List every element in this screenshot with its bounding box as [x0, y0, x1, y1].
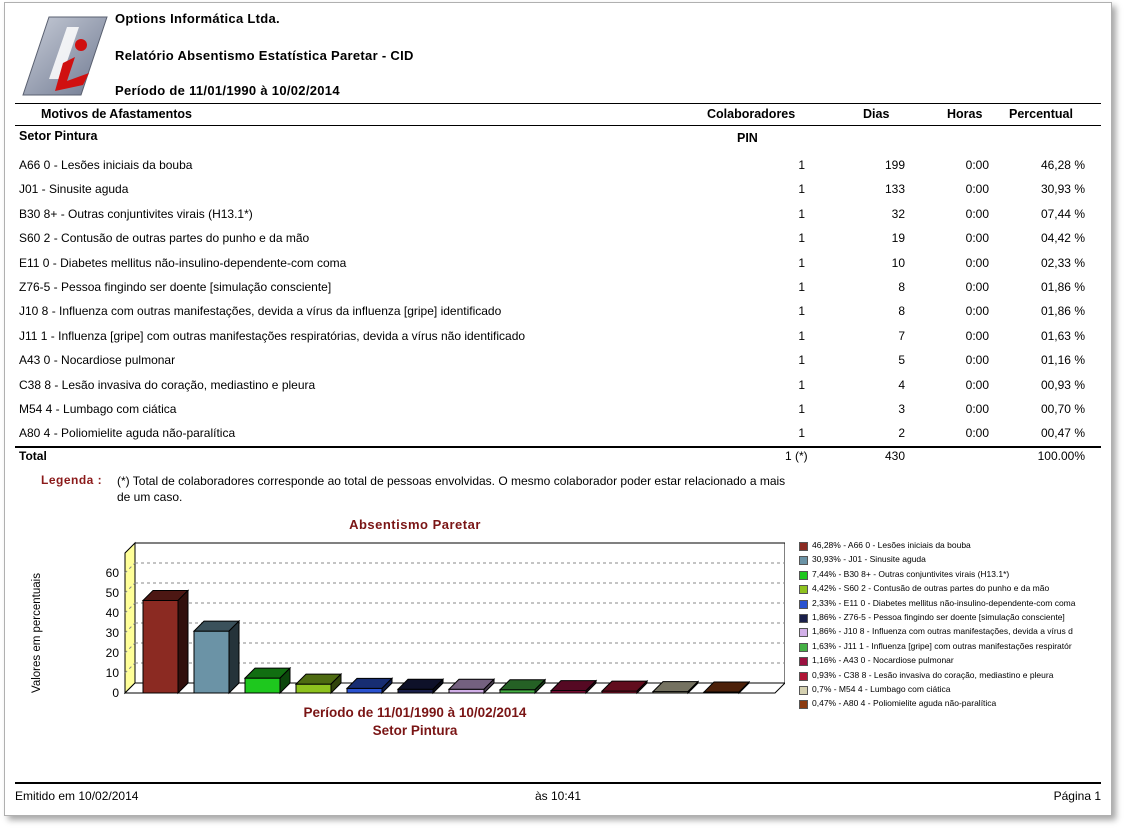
chart-y-tick-label: 40 — [105, 606, 119, 620]
chart-title: Absentismo Paretar — [349, 517, 481, 532]
legend-label: 1,86% - Z76-5 - Pessoa fingindo ser doente [simulação consciente] — [812, 611, 1065, 622]
chart-bar — [449, 689, 484, 693]
row-percentual: 01,63 % — [1040, 328, 1085, 343]
legend-swatch — [799, 556, 808, 565]
row-colaboradores: 1 — [798, 377, 805, 392]
table-row — [5, 426, 1111, 446]
chart-y-label: Valores em percentuais — [31, 573, 43, 693]
footer-divider — [15, 782, 1101, 784]
row-horas: 0:00 — [965, 402, 989, 416]
row-percentual: 04,42 % — [1040, 231, 1085, 246]
total-dias: 430 — [884, 449, 905, 463]
footer-time: às 10:41 — [535, 789, 582, 803]
table-row — [5, 329, 1111, 349]
legend-swatch — [799, 614, 808, 623]
row-dias: 19 — [891, 231, 905, 246]
row-colaboradores: 1 — [798, 353, 805, 368]
chart-bar-side — [229, 621, 239, 693]
legend-label: 0,93% - C38 8 - Lesão invasiva do coração, mediastino e pleura — [812, 669, 1054, 680]
report-title: Relatório Absentismo Estatística Paretar - CID — [115, 48, 414, 63]
chart-bar — [347, 688, 382, 693]
legend-entry — [799, 669, 1099, 683]
row-description: Z76-5 - Pessoa fingindo ser doente [simulação consciente] — [19, 280, 332, 294]
row-dias: 8 — [898, 280, 905, 294]
legend-entry — [799, 683, 1099, 697]
table-row — [5, 231, 1111, 251]
row-colaboradores: 1 — [798, 426, 805, 441]
row-description: E11 0 - Diabetes mellitus não-insulino-dependente-com coma — [19, 255, 347, 270]
row-dias: 10 — [891, 255, 905, 270]
col-header-dias: Dias — [863, 107, 890, 121]
legend-entry — [799, 568, 1099, 582]
row-colaboradores: 1 — [798, 206, 805, 221]
report-page — [4, 2, 1112, 816]
table-row — [5, 378, 1111, 398]
row-horas: 0:00 — [965, 328, 989, 343]
row-colaboradores: 1 — [798, 182, 805, 197]
row-horas: 0:00 — [965, 158, 989, 172]
chart-bar — [296, 684, 331, 693]
chart-y-tick-label: 50 — [105, 586, 119, 600]
row-horas: 0:00 — [965, 426, 989, 441]
chart-y-tick-label: 20 — [105, 646, 119, 660]
legend-label: 46,28% - A66 0 - Lesões iniciais da bouba — [812, 540, 971, 550]
legend-swatch — [799, 643, 808, 652]
row-horas: 0:00 — [965, 206, 989, 221]
row-colaboradores: 1 — [798, 328, 805, 343]
chart-bar — [398, 689, 433, 693]
header-divider-top — [15, 103, 1101, 104]
legenda-label: Legenda : — [41, 473, 103, 487]
legenda-text: (*) Total de colaboradores corresponde ao total de pessoas envolvidas. O mesmo colaborador poder estar relacionado a mais de um caso. — [117, 474, 786, 504]
legend-label: 1,86% - J10 8 - Influenza com outras manifestações, devida a vírus d — [812, 626, 1073, 637]
group-code: PIN — [737, 131, 758, 145]
row-description: C38 8 - Lesão invasiva do coração, mediastino e pleura — [19, 377, 316, 392]
row-description: M54 4 - Lumbago com ciática — [19, 402, 177, 416]
legend-label: 0,7% - M54 4 - Lumbago com ciática — [812, 683, 951, 694]
chart-legend — [799, 539, 1099, 712]
chart-bar — [143, 600, 178, 693]
legend-entry — [799, 611, 1099, 625]
legend-label: 30,93% - J01 - Sinusite aguda — [812, 554, 926, 565]
legend-entry — [799, 654, 1099, 668]
legend-swatch — [799, 672, 808, 681]
chart-y-tick-label: 60 — [105, 566, 119, 580]
legend-entry — [799, 597, 1099, 611]
footer-emitted: Emitido em 10/02/2014 — [15, 789, 139, 803]
row-dias: 5 — [898, 353, 905, 368]
row-horas: 0:00 — [965, 377, 989, 392]
row-percentual: 46,28 % — [1040, 158, 1085, 172]
row-description: J10 8 - Influenza com outras manifestações, devida a vírus da influenza [gripe] identificado — [19, 304, 502, 319]
company-name: Options Informática Ltda. — [115, 11, 280, 26]
header-divider-bottom — [15, 125, 1101, 126]
row-dias: 7 — [898, 328, 905, 343]
legend-entry — [799, 625, 1099, 639]
legend-entry — [799, 582, 1099, 596]
total-divider — [15, 446, 1101, 448]
row-colaboradores: 1 — [798, 402, 805, 416]
legend-swatch — [799, 628, 808, 637]
row-description: J01 - Sinusite aguda — [19, 182, 129, 197]
row-description: A66 0 - Lesões iniciais da bouba — [19, 158, 193, 172]
row-description: A80 4 - Poliomielite aguda não-paralítica — [19, 426, 236, 441]
total-colaboradores: 1 (*) — [785, 449, 808, 463]
legend-entry — [799, 640, 1099, 654]
company-logo — [19, 15, 111, 97]
row-percentual: 00,70 % — [1040, 402, 1085, 416]
table-row — [5, 256, 1111, 276]
row-dias: 199 — [884, 158, 905, 172]
legend-swatch — [799, 686, 808, 695]
col-header-percentual: Percentual — [1009, 107, 1073, 121]
legend-swatch — [799, 542, 808, 551]
row-horas: 0:00 — [965, 255, 989, 270]
row-colaboradores: 1 — [798, 231, 805, 246]
row-percentual: 00,93 % — [1040, 377, 1085, 392]
row-description: B30 8+ - Outras conjuntivites virais (H13.1*) — [19, 206, 253, 221]
col-header-motivos: Motivos de Afastamentos — [41, 107, 192, 121]
legend-swatch — [799, 600, 808, 609]
legend-swatch — [799, 571, 808, 580]
legend-label: 0,47% - A80 4 - Poliomielite aguda não-paralítica — [812, 698, 997, 709]
total-row — [5, 449, 1111, 469]
row-percentual: 02,33 % — [1040, 255, 1085, 270]
row-description: J11 1 - Influenza [gripe] com outras manifestações respiratórias, devida a vírus não identificado — [19, 328, 526, 343]
total-label: Total — [19, 449, 47, 463]
row-percentual: 01,86 % — [1040, 304, 1085, 319]
row-dias: 2 — [898, 426, 905, 441]
row-colaboradores: 1 — [798, 280, 805, 294]
legend-label: 4,42% - S60 2 - Contusão de outras partes do punho e da mão — [812, 583, 1050, 594]
row-percentual: 00,47 % — [1040, 426, 1085, 441]
chart-subtitle-setor: Setor Pintura — [372, 723, 458, 738]
legend-entry — [799, 697, 1099, 711]
footer-page: Página 1 — [1053, 789, 1101, 803]
row-horas: 0:00 — [965, 280, 989, 294]
legend-entry — [799, 553, 1099, 567]
bar-chart — [65, 531, 785, 701]
row-horas: 0:00 — [965, 231, 989, 246]
table-row — [5, 280, 1111, 300]
table-row — [5, 304, 1111, 324]
row-horas: 0:00 — [965, 353, 989, 368]
row-dias: 4 — [898, 377, 905, 392]
report-period: Período de 11/01/1990 à 10/02/2014 — [115, 83, 340, 98]
row-dias: 3 — [898, 402, 905, 416]
row-dias: 8 — [898, 304, 905, 319]
table-row — [5, 182, 1111, 202]
row-colaboradores: 1 — [798, 158, 805, 172]
chart-side-wall — [125, 543, 135, 693]
table-row — [5, 158, 1111, 178]
row-percentual: 01,86 % — [1040, 280, 1085, 294]
row-description: A43 0 - Nocardiose pulmonar — [19, 353, 176, 368]
chart-bar — [245, 678, 280, 693]
row-dias: 133 — [884, 182, 905, 197]
legend-entry — [799, 539, 1099, 553]
row-horas: 0:00 — [965, 304, 989, 319]
row-percentual: 07,44 % — [1040, 206, 1085, 221]
legend-swatch — [799, 585, 808, 594]
row-dias: 32 — [891, 206, 905, 221]
chart-subtitle-period: Período de 11/01/1990 à 10/02/2014 — [303, 705, 527, 720]
row-percentual: 30,93 % — [1040, 182, 1085, 197]
row-percentual: 01,16 % — [1040, 353, 1085, 368]
group-name: Setor Pintura — [19, 129, 98, 143]
legend-label: 7,44% - B30 8+ - Outras conjuntivites virais (H13.1*) — [812, 568, 1010, 579]
col-header-horas: Horas — [947, 107, 983, 121]
row-colaboradores: 1 — [798, 304, 805, 319]
table-row — [5, 353, 1111, 373]
col-header-colaboradores: Colaboradores — [707, 107, 796, 121]
row-horas: 0:00 — [965, 182, 989, 197]
chart-y-tick-label: 30 — [105, 626, 119, 640]
total-percentual: 100.00% — [1037, 449, 1085, 463]
legend-label: 2,33% - E11 0 - Diabetes mellitus não-insulino-dependente-com coma — [812, 597, 1076, 608]
chart-bar — [194, 631, 229, 693]
legend-swatch — [799, 700, 808, 709]
chart-y-tick-label: 10 — [105, 666, 119, 680]
row-description: S60 2 - Contusão de outras partes do punho e da mão — [19, 231, 310, 246]
table-row — [5, 207, 1111, 227]
chart-y-tick-label: 0 — [112, 686, 119, 700]
row-colaboradores: 1 — [798, 255, 805, 270]
legend-swatch — [799, 657, 808, 666]
table-row — [5, 402, 1111, 422]
chart-bar-side — [178, 590, 188, 693]
legend-label: 1,63% - J11 1 - Influenza [gripe] com outras manifestações respiratór — [812, 640, 1072, 651]
legend-label: 1,16% - A43 0 - Nocardiose pulmonar — [812, 655, 954, 666]
